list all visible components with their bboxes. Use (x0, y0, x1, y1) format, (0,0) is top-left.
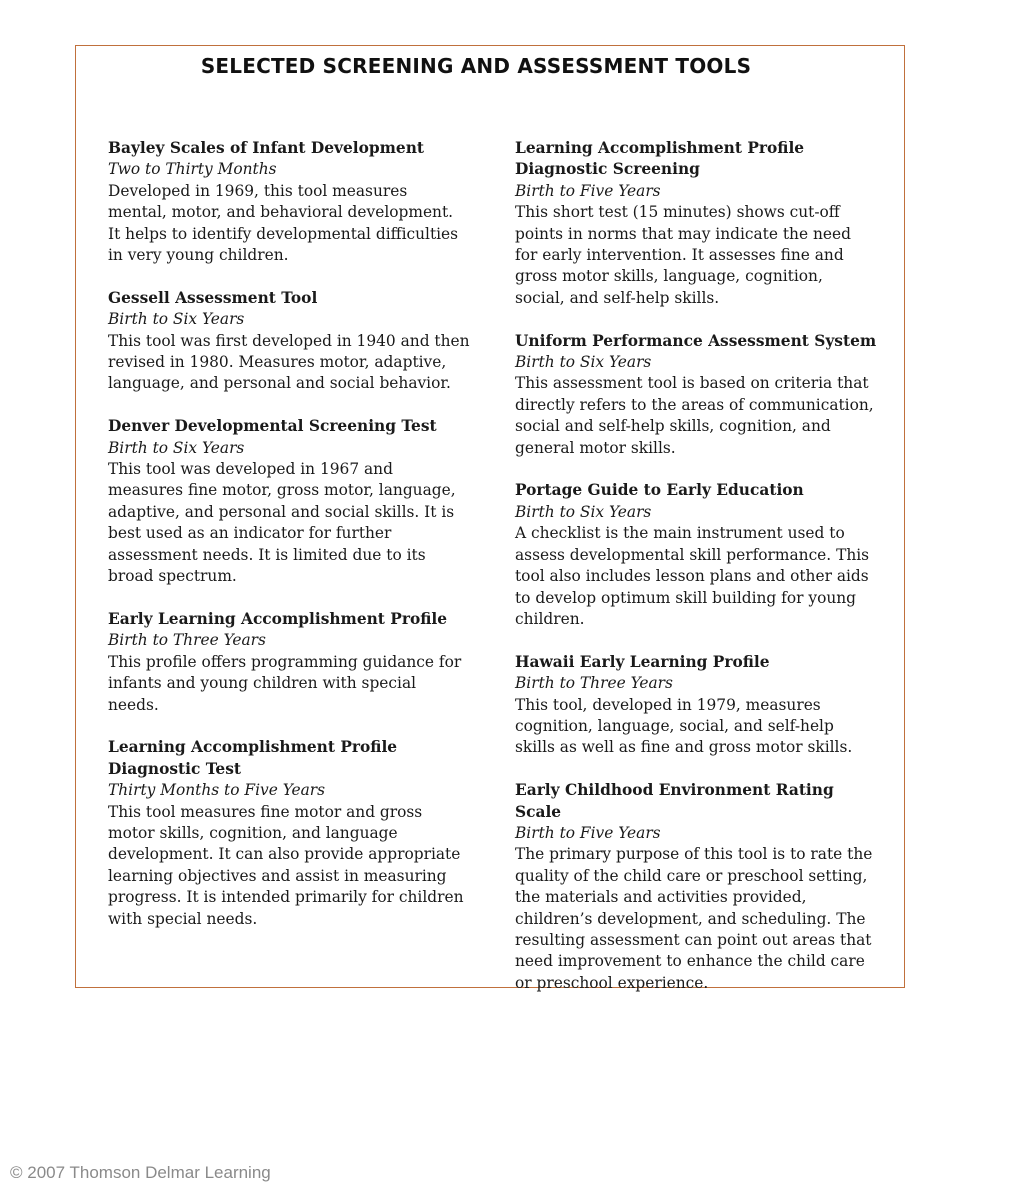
tool-age-range: Birth to Six Years (108, 310, 245, 329)
tool-name: Denver Developmental Screening Test (108, 417, 437, 436)
tool-description: This tool was first developed in 1940 and then revised in 1980. Measures motor, adaptive, language, and personal and social behavior. (108, 331, 470, 393)
tool-entry (108, 416, 470, 587)
page-title: SELECTED SCREENING AND ASSESSMENT TOOLS (200, 54, 752, 78)
tool-description: This tool measures fine motor and gross motor skills, cognition, and language development. It can also provide appropriate learning objectives and assist in measuring progress. It is intended primarily for children with special needs. (108, 802, 464, 928)
tool-name: Bayley Scales of Infant Development (108, 139, 424, 157)
tool-age-range: Thirty Months to Five Years (108, 781, 326, 800)
copyright-notice: © 2007 Thomson Delmar Learning (10, 1163, 271, 1182)
tool-name: Learning Accomplishment Profile Diagnostic Screening (515, 139, 805, 179)
tool-age-range: Birth to Six Years (515, 353, 652, 372)
tool-entry (515, 480, 877, 630)
tool-name: Hawaii Early Learning Profile (515, 652, 770, 671)
tool-entry (108, 609, 470, 716)
tool-description: This assessment tool is based on criteria that directly refers to the areas of communication, social and self-help skills, cognition, and general motor skills. (515, 374, 874, 457)
right-column (515, 138, 877, 1016)
tool-age-range: Birth to Six Years (108, 438, 245, 457)
tool-entry (108, 288, 470, 395)
tool-entry (515, 780, 877, 994)
tool-entry (515, 652, 877, 759)
tool-entry (108, 737, 470, 930)
tool-age-range: Birth to Five Years (515, 181, 661, 200)
tool-entry (515, 138, 877, 309)
tool-description: This tool, developed in 1979, measures cognition, language, social, and self-help skills as well as fine and gross motor skills. (515, 695, 853, 757)
tool-entry (108, 138, 470, 266)
tool-description: The primary purpose of this tool is to rate the quality of the child care or preschool setting, the materials and activities provided, children’s development, and scheduling. The resulting assessment can point out areas that need improvement to enhance the child care or preschool experience. (515, 845, 873, 992)
tool-description: Developed in 1969, this tool measures mental, motor, and behavioral development. It helps to identify developmental difficulties in very young children. (108, 181, 459, 265)
tools-box (75, 45, 905, 992)
tool-name: Learning Accomplishment Profile Diagnostic Test (108, 738, 398, 778)
tool-age-range: Birth to Three Years (515, 674, 673, 693)
tool-name: Portage Guide to Early Education (515, 481, 804, 500)
tool-description: This short test (15 minutes) shows cut-off points in norms that may indicate the need for early intervention. It assesses fine and gross motor skills, language, cognition, social, and self-help skills. (515, 203, 851, 307)
tool-name: Early Childhood Environment Rating Scale (515, 781, 834, 821)
tool-description: This profile offers programming guidance for infants and young children with special needs. (108, 652, 462, 714)
tool-age-range: Birth to Five Years (515, 823, 661, 842)
tool-age-range: Two to Thirty Months (108, 160, 277, 179)
tool-name: Uniform Performance Assessment System (515, 331, 877, 350)
tool-name: Gessell Assessment Tool (108, 288, 318, 307)
left-column (108, 138, 470, 951)
tool-age-range: Birth to Six Years (515, 502, 652, 521)
tool-entry (515, 331, 877, 459)
tool-description: A checklist is the main instrument used to assess developmental skill performance. This tool also includes lesson plans and other aids to develop optimum skill building for young children. (515, 524, 870, 628)
tool-age-range: Birth to Three Years (108, 631, 266, 650)
tool-description: This tool was developed in 1967 and measures fine motor, gross motor, language, adaptive, and personal and social skills. It is best used as an indicator for further assessment needs. It is limited due to its broad spectrum. (108, 460, 456, 586)
tool-name: Early Learning Accomplishment Profile (108, 609, 448, 628)
